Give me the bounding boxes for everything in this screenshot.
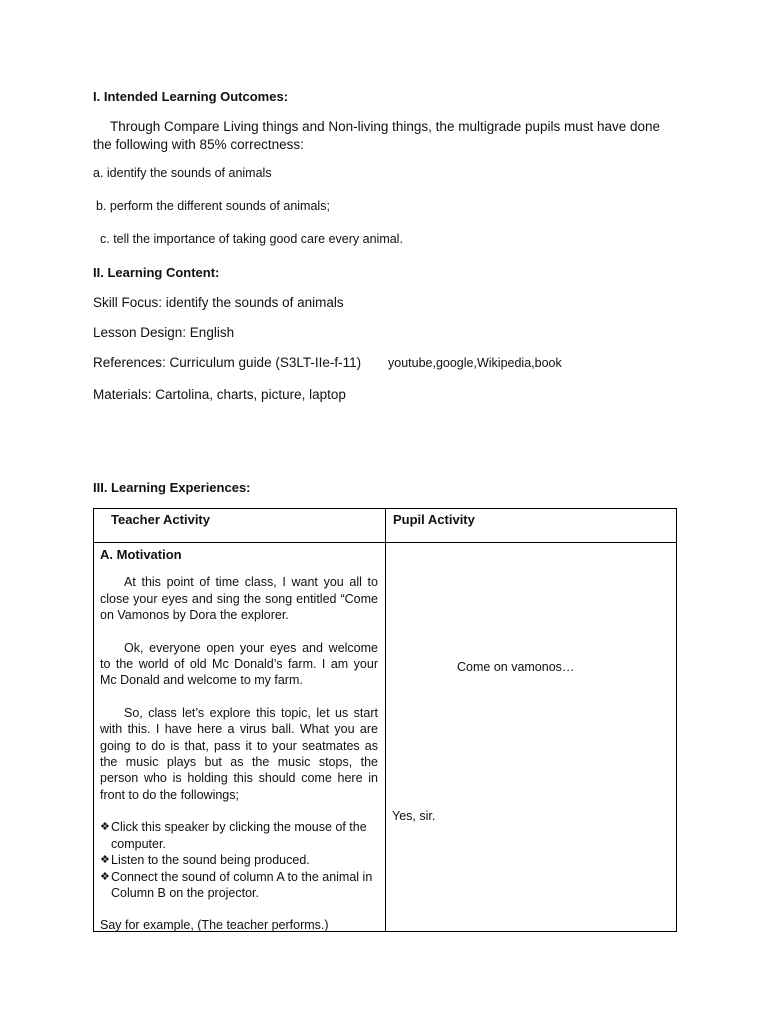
header-pupil-activity <box>386 509 677 543</box>
materials: Materials: Cartolina, charts, picture, laptop <box>93 387 346 402</box>
list-item <box>100 819 378 852</box>
header-pupil-label: Pupil Activity <box>393 512 475 527</box>
teacher-paragraph: So, class let’s explore this topic, let us start with this. I have here a virus ball. What you are going to do is that, pass it to your seatmates as the music plays but as the music stops, the person who is holding this should come here in front to do the followings; <box>100 705 378 802</box>
section-heading-outcomes: I. Intended Learning Outcomes: <box>93 89 289 104</box>
teacher-activity-content <box>100 547 378 934</box>
references-extra: youtube,google,Wikipedia,book <box>388 356 562 370</box>
header-teacher-label: Teacher Activity <box>111 512 210 527</box>
diamond-bullet-icon: ❖ <box>100 870 110 883</box>
motivation-subheading: A. Motivation <box>100 547 182 562</box>
list-item-text: Connect the sound of column A to the animal in Column B on the projector. <box>111 869 373 900</box>
teacher-activity-cell <box>94 543 386 932</box>
teacher-paragraph: Ok, everyone open your eyes and welcome to the world of old Mc Donald’s farm. I am your Mc Donald and welcome to my farm. <box>100 640 378 688</box>
outcomes-intro <box>93 118 673 154</box>
pupil-activity-cell <box>386 543 677 932</box>
section-heading-experiences: III. Learning Experiences: <box>93 480 251 495</box>
section-heading-content: II. Learning Content: <box>93 265 220 280</box>
table-header-row <box>94 509 677 543</box>
teacher-paragraph: At this point of time class, I want you all to close your eyes and sing the song entitled “Come on Vamonos by Dora the explorer. <box>100 575 378 623</box>
skill-focus: Skill Focus: identify the sounds of animals <box>93 295 344 310</box>
teacher-closing: Say for example, (The teacher performs.) <box>100 918 329 933</box>
diamond-bullet-icon: ❖ <box>100 821 110 834</box>
objective-b: b. perform the different sounds of animals; <box>96 199 330 213</box>
diamond-bullet-icon: ❖ <box>100 854 110 867</box>
list-item <box>100 852 378 868</box>
table-row <box>94 543 677 932</box>
header-teacher-activity <box>94 509 386 543</box>
list-item <box>100 869 378 902</box>
lesson-design: Lesson Design: English <box>93 325 235 340</box>
list-item-text: Listen to the sound being produced. <box>111 853 310 868</box>
objective-a: a. identify the sounds of animals <box>93 166 272 180</box>
list-item-text: Click this speaker by clicking the mouse of the computer. <box>111 820 367 851</box>
learning-experiences-table <box>93 508 677 932</box>
pupil-response: Come on vamonos… <box>457 660 575 674</box>
outcomes-intro-text: Through Compare Living things and Non-living things, the multigrade pupils must have done the following with 85% correctness: <box>93 119 661 152</box>
pupil-response: Yes, sir. <box>392 809 436 823</box>
references: References: Curriculum guide (S3LT-IIe-f-11) <box>93 355 362 370</box>
instruction-list <box>100 819 378 901</box>
objective-c: c. tell the importance of taking good care every animal. <box>100 232 403 246</box>
